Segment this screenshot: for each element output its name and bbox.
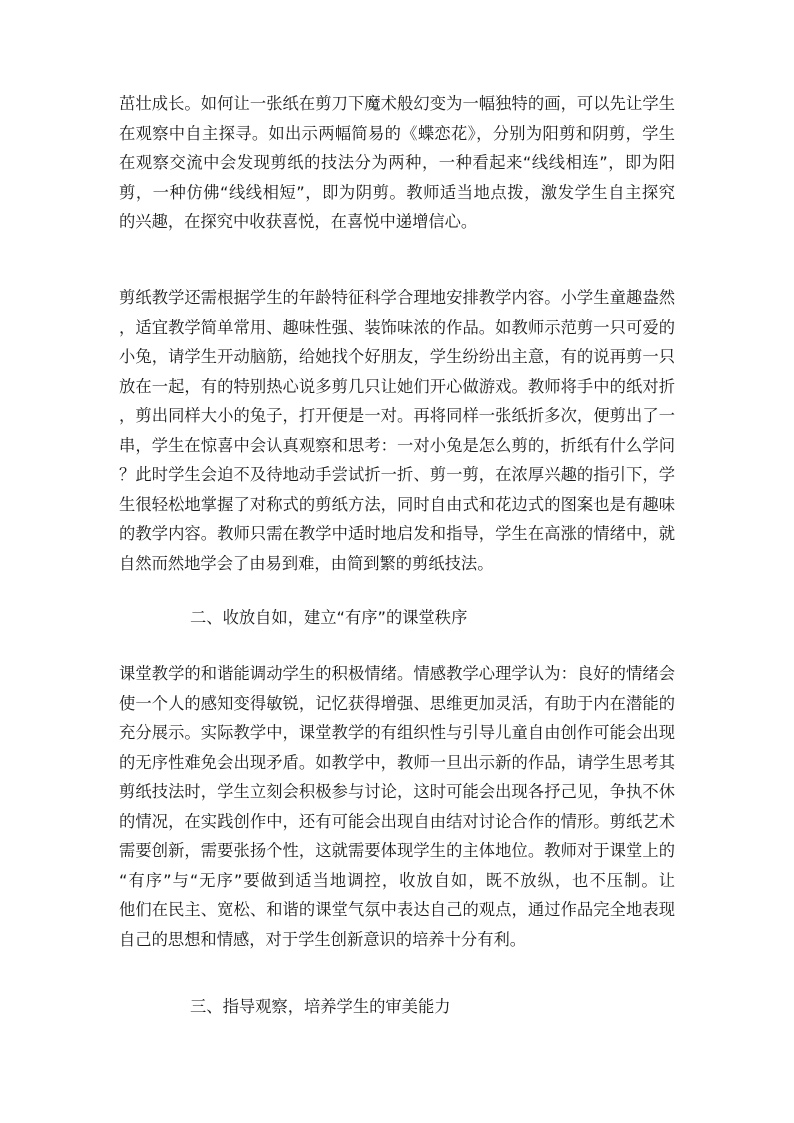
paragraph-2	[119, 283, 675, 578]
paragraph-line: 在观察交流中会发现剪纸的技法分为两种，一种看起来“线线相连”，即为阳	[119, 153, 675, 172]
paragraph-line: 需要创新，需要张扬个性，这就需要体现学生的主体地位。教师对于课堂上的	[119, 841, 675, 860]
paragraph-line: 在观察中自主探寻。如出示两幅简易的《蝶恋花》，分别为阳剪和阴剪，学生	[119, 123, 675, 143]
paragraph-line: 课堂教学的和谐能调动学生的积极情绪。情感教学心理学认为：良好的情绪会	[119, 664, 675, 683]
paragraph-line: ，适宜教学简单常用、趣味性强、装饰味浓的作品。如教师示范剪一只可爱的	[119, 317, 675, 337]
paragraph-line: 的教学内容。教师只需在教学中适时地启发和指导，学生在高涨的情绪中，就	[119, 524, 675, 543]
paragraph-3	[119, 659, 675, 954]
paragraph-line: 放在一起，有的特别热心说多剪几只让她们开心做游戏。教师将手中的纸对折	[119, 376, 675, 396]
paragraph-line: ，剪出同样大小的兔子，打开便是一对。再将同样一张纸折多次，便剪出了一	[119, 406, 675, 425]
paragraph-line: “有序”与“无序”要做到适当地调控，收放自如，既不放纵，也不压制。让	[119, 870, 675, 890]
paragraph-line: 使一个人的感知变得敏锐，记忆获得增强、思维更加灵活，有助于内在潜能的	[119, 693, 675, 713]
paragraph-line: 串，学生在惊喜中会认真观察和思考：一对小兔是怎么剪的，折纸有什么学问	[119, 435, 675, 455]
paragraph-line: 的兴趣，在探究中收获喜悦，在喜悦中递增信心。	[119, 212, 478, 231]
section-heading-3: 三、指导观察，培养学生的审美能力	[190, 997, 451, 1016]
paragraph-line: 的无序性难免会出现矛盾。如教学中，教师一旦出示新的作品，请学生思考其	[119, 752, 675, 772]
paragraph-line: 充分展示。实际教学中，课堂教学的有组织性与引导儿童自由创作可能会出现	[119, 723, 675, 742]
paragraph-line: 剪，一种仿佛“线线相短”，即为阴剪。教师适当地点拨，激发学生自主探究	[119, 182, 675, 202]
paragraph-1	[119, 89, 675, 237]
paragraph-line: 茁壮成长。如何让一张纸在剪刀下魔术般幻变为一幅独特的画，可以先让学生	[119, 94, 675, 113]
paragraph-line: 的情况，在实践创作中，还有可能会出现自由结对讨论合作的情形。剪纸艺术	[119, 811, 675, 831]
paragraph-line: 自己的思想和情感，对于学生创新意识的培养十分有利。	[119, 929, 527, 949]
section-heading-2: 二、收放自如，建立“有序”的课堂秩序	[190, 608, 468, 627]
paragraph-line: ？此时学生会迫不及待地动手尝试折一折、剪一剪，在浓厚兴趣的指引下，学	[119, 465, 675, 484]
paragraph-line: 剪纸技法时，学生立刻会积极参与讨论，这时可能会出现各抒己见，争执不休	[119, 782, 675, 801]
paragraph-line: 自然而然地学会了由易到难，由简到繁的剪纸技法。	[119, 553, 494, 573]
paragraph-line: 他们在民主、宽松、和谐的课堂气氛中表达自己的观点，通过作品完全地表现	[119, 900, 675, 919]
paragraph-line: 剪纸教学还需根据学生的年龄特征科学合理地安排教学内容。小学生童趣盎然	[119, 288, 675, 307]
paragraph-line: 小兔，请学生开动脑筋，给她找个好朋友，学生纷纷出主意，有的说再剪一只	[119, 347, 675, 366]
paragraph-line: 生很轻松地掌握了对称式的剪纸方法，同时自由式和花边式的图案也是有趣味	[119, 494, 675, 514]
